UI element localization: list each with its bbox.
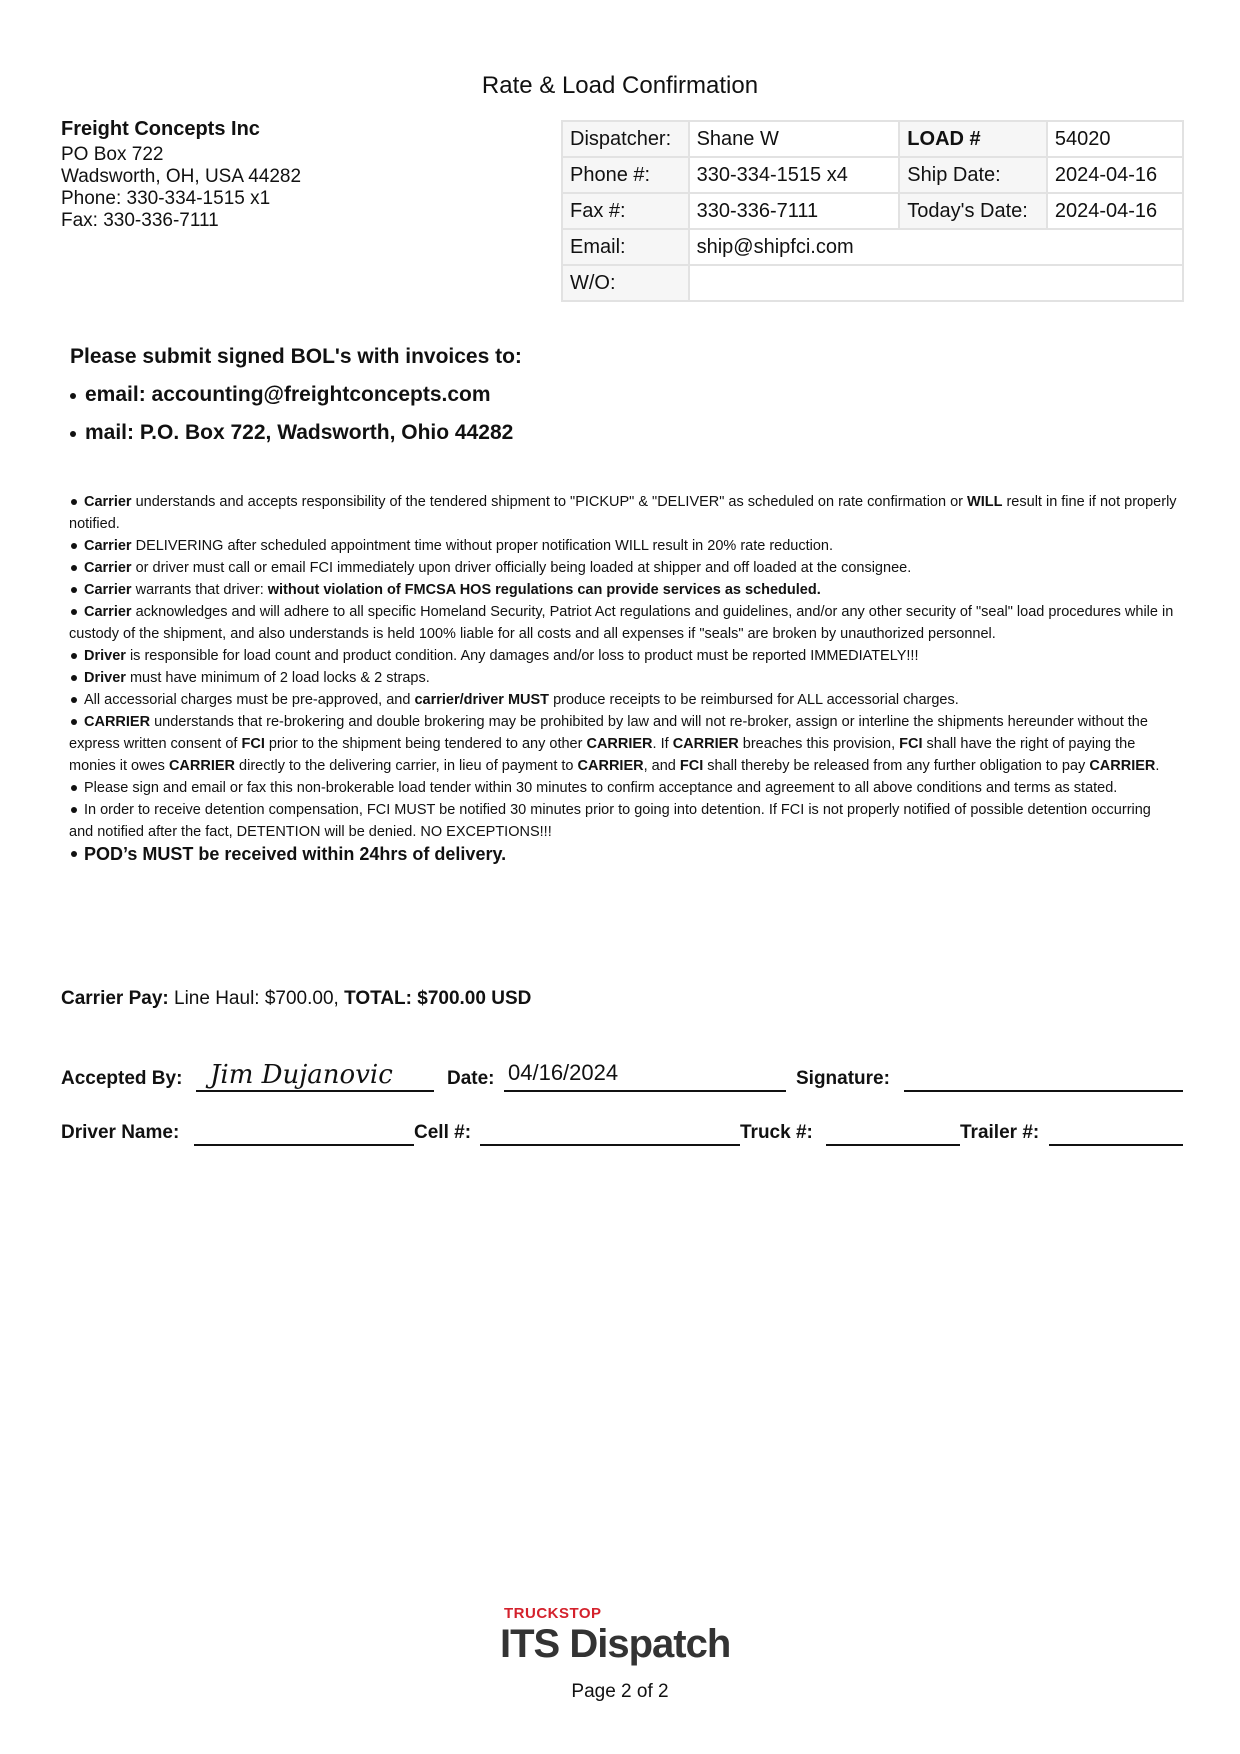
company-fax: Fax: 330-336-7111 [61, 210, 219, 231]
company-address-line1: PO Box 722 [61, 144, 164, 165]
term-text: shall have the right of paying the monies it owes [69, 736, 1136, 774]
term-text: warrants that driver: [131, 582, 268, 598]
term-emphasis: FCI [899, 736, 923, 752]
list-item [69, 711, 1179, 777]
term-emphasis: Carrier [84, 538, 132, 554]
phone-value: 330-334-1515 x4 [689, 157, 900, 193]
term-text: Please sign and email or fax this non-brokerable load tender within 30 minutes to confirm acceptance and agreement to all above conditions and terms as stated. [84, 780, 1118, 796]
todays-date-value: 2024-04-16 [1047, 193, 1183, 229]
list-item [69, 667, 1179, 689]
list-item [69, 491, 1179, 535]
list-item [69, 535, 1179, 557]
load-info-table [561, 120, 1184, 302]
term-emphasis: CARRIER [168, 758, 235, 774]
company-name: Freight Concepts Inc [61, 118, 260, 140]
term-emphasis: CARRIER [672, 736, 739, 752]
company-address-line2: Wadsworth, OH, USA 44282 [61, 166, 302, 187]
dispatcher-value: Shane W [689, 121, 900, 157]
acceptance-row [61, 1060, 1183, 1090]
term-text: or driver must call or email FCI immediately upon driver officially being loaded at shipper and off loaded at the consignee. [131, 560, 912, 576]
table-row [562, 193, 1183, 229]
term-text: breaches this provision, [738, 736, 900, 752]
term-emphasis: Carrier [84, 560, 132, 576]
accepted-by-signature: Jim Dujanovic [210, 1060, 393, 1090]
term-text: is responsible for load count and product condition. Any damages and/or loss to product must be reported IMMEDIATELY!!! [125, 648, 919, 664]
email-label: Email: [562, 229, 689, 265]
accepted-by-label: Accepted By: [61, 1068, 183, 1089]
date-field[interactable] [504, 1052, 786, 1092]
trailer-field[interactable] [1049, 1106, 1183, 1146]
page-number: Page 2 of 2 [571, 1681, 669, 1702]
todays-date-label: Today's Date: [899, 193, 1047, 229]
table-row [562, 229, 1183, 265]
email-value: ship@shipfci.com [689, 229, 1183, 265]
cell-field[interactable] [480, 1106, 740, 1146]
table-row [562, 121, 1183, 157]
submit-email: email: accounting@freightconcepts.com [70, 383, 522, 407]
company-phone: Phone: 330-334-1515 x1 [61, 188, 271, 209]
wo-label: W/O: [562, 265, 689, 301]
term-text: , and [643, 758, 680, 774]
term-text: understands and accepts responsibility of the tendered shipment to "PICKUP" & "DELIVER" as scheduled on rate confirmation or [131, 494, 968, 510]
term-emphasis: without violation of FMCSA HOS regulations can provide services as scheduled. [267, 582, 821, 598]
term-text: produce receipts to be reimbursed for ALL accessorial charges. [549, 692, 959, 708]
list-item [69, 777, 1179, 799]
term-emphasis: carrier/driver MUST [414, 692, 550, 708]
brand-logo-main: ITS Dispatch [500, 1622, 731, 1666]
term-emphasis: Carrier [84, 494, 132, 510]
load-number-label: LOAD # [899, 121, 1047, 157]
term-emphasis: WILL [967, 494, 1003, 510]
carrier-pay-label: Carrier Pay: [61, 988, 169, 1009]
submit-heading: Please submit signed BOL's with invoices to: [70, 345, 522, 368]
signature-field[interactable] [904, 1052, 1183, 1092]
term-emphasis: CARRIER [577, 758, 644, 774]
ship-date-value: 2024-04-16 [1047, 157, 1183, 193]
cell-label: Cell #: [414, 1122, 472, 1143]
term-text: prior to the shipment being tendered to any other [264, 736, 587, 752]
list-item [69, 601, 1179, 645]
trailer-label: Trailer #: [960, 1122, 1040, 1143]
term-text: directly to the delivering carrier, in lieu of payment to [235, 758, 578, 774]
company-block [61, 118, 301, 232]
list-item [69, 579, 1179, 601]
document-title: Rate & Load Confirmation [481, 72, 759, 99]
submit-instructions [70, 345, 522, 445]
fax-label: Fax #: [562, 193, 689, 229]
term-emphasis: FCI [241, 736, 265, 752]
list-item [69, 799, 1179, 843]
term-text: understands that re-brokering and double brokering may be prohibited by law and will not re-broker, assign or interline the shipments hereunder without the express written consent of [69, 714, 1148, 752]
term-emphasis: CARRIER [586, 736, 653, 752]
term-emphasis: Driver [84, 670, 126, 686]
driver-name-field[interactable] [194, 1106, 414, 1146]
phone-label: Phone #: [562, 157, 689, 193]
line-haul: Line Haul: $700.00, [168, 988, 345, 1009]
term-emphasis: Carrier [84, 582, 132, 598]
term-emphasis: Carrier [84, 604, 132, 620]
driver-name-label: Driver Name: [61, 1122, 180, 1143]
term-text: In order to receive detention compensation, FCI MUST be notified 30 minutes prior to going into detention. If FCI is not properly notified of possible detention occurring and notified after the fact, DETENTION will be denied. NO EXCEPTIONS!!! [69, 802, 1151, 840]
term-text: shall thereby be released from any further obligation to pay [703, 758, 1090, 774]
driver-row [61, 1120, 1183, 1144]
list-item [69, 557, 1179, 579]
term-text: must have minimum of 2 load locks & 2 straps. [125, 670, 430, 686]
ship-date-label: Ship Date: [899, 157, 1047, 193]
brand-logo-top: TRUCKSTOP [504, 1605, 602, 1622]
term-text: DELIVERING after scheduled appointment time without proper notification WILL result in 20% rate reduction. [131, 538, 834, 554]
accepted-by-field[interactable] [196, 1052, 434, 1092]
carrier-pay [61, 988, 531, 1010]
term-emphasis: CARRIER [84, 714, 151, 730]
dispatcher-label: Dispatcher: [562, 121, 689, 157]
submit-mail: mail: P.O. Box 722, Wadsworth, Ohio 44282 [70, 421, 522, 445]
term-text: acknowledges and will adhere to all specific Homeland Security, Patriot Act regulations and guidelines, and/or any other security of "seal" load procedures while in custody of the shipment, and also understands is held 100% liable for all costs and all expenses if "seals" are broken by unauthorized personnel. [69, 604, 1174, 642]
term-text: . If [652, 736, 673, 752]
date-value: 04/16/2024 [508, 1060, 619, 1085]
truck-field[interactable] [826, 1106, 960, 1146]
term-emphasis: FCI [679, 758, 704, 774]
term-text: . [1155, 758, 1160, 774]
table-row [562, 157, 1183, 193]
list-item [69, 645, 1179, 667]
list-item [69, 843, 1179, 865]
table-row [562, 265, 1183, 301]
fax-value: 330-336-7111 [689, 193, 900, 229]
term-text: All accessorial charges must be pre-approved, and [84, 692, 415, 708]
truck-label: Truck #: [740, 1122, 813, 1143]
date-label: Date: [447, 1068, 495, 1089]
term-text: POD’s MUST be received within 24hrs of delivery. [84, 844, 507, 864]
load-number-value: 54020 [1047, 121, 1183, 157]
term-text: result in fine if not properly notified. [69, 494, 1177, 532]
signature-label: Signature: [796, 1068, 890, 1089]
terms-list [69, 491, 1179, 865]
wo-value [689, 265, 1183, 301]
pay-total: TOTAL: $700.00 USD [344, 988, 532, 1009]
term-emphasis: Driver [84, 648, 126, 664]
term-emphasis: CARRIER [1089, 758, 1156, 774]
list-item [69, 689, 1179, 711]
